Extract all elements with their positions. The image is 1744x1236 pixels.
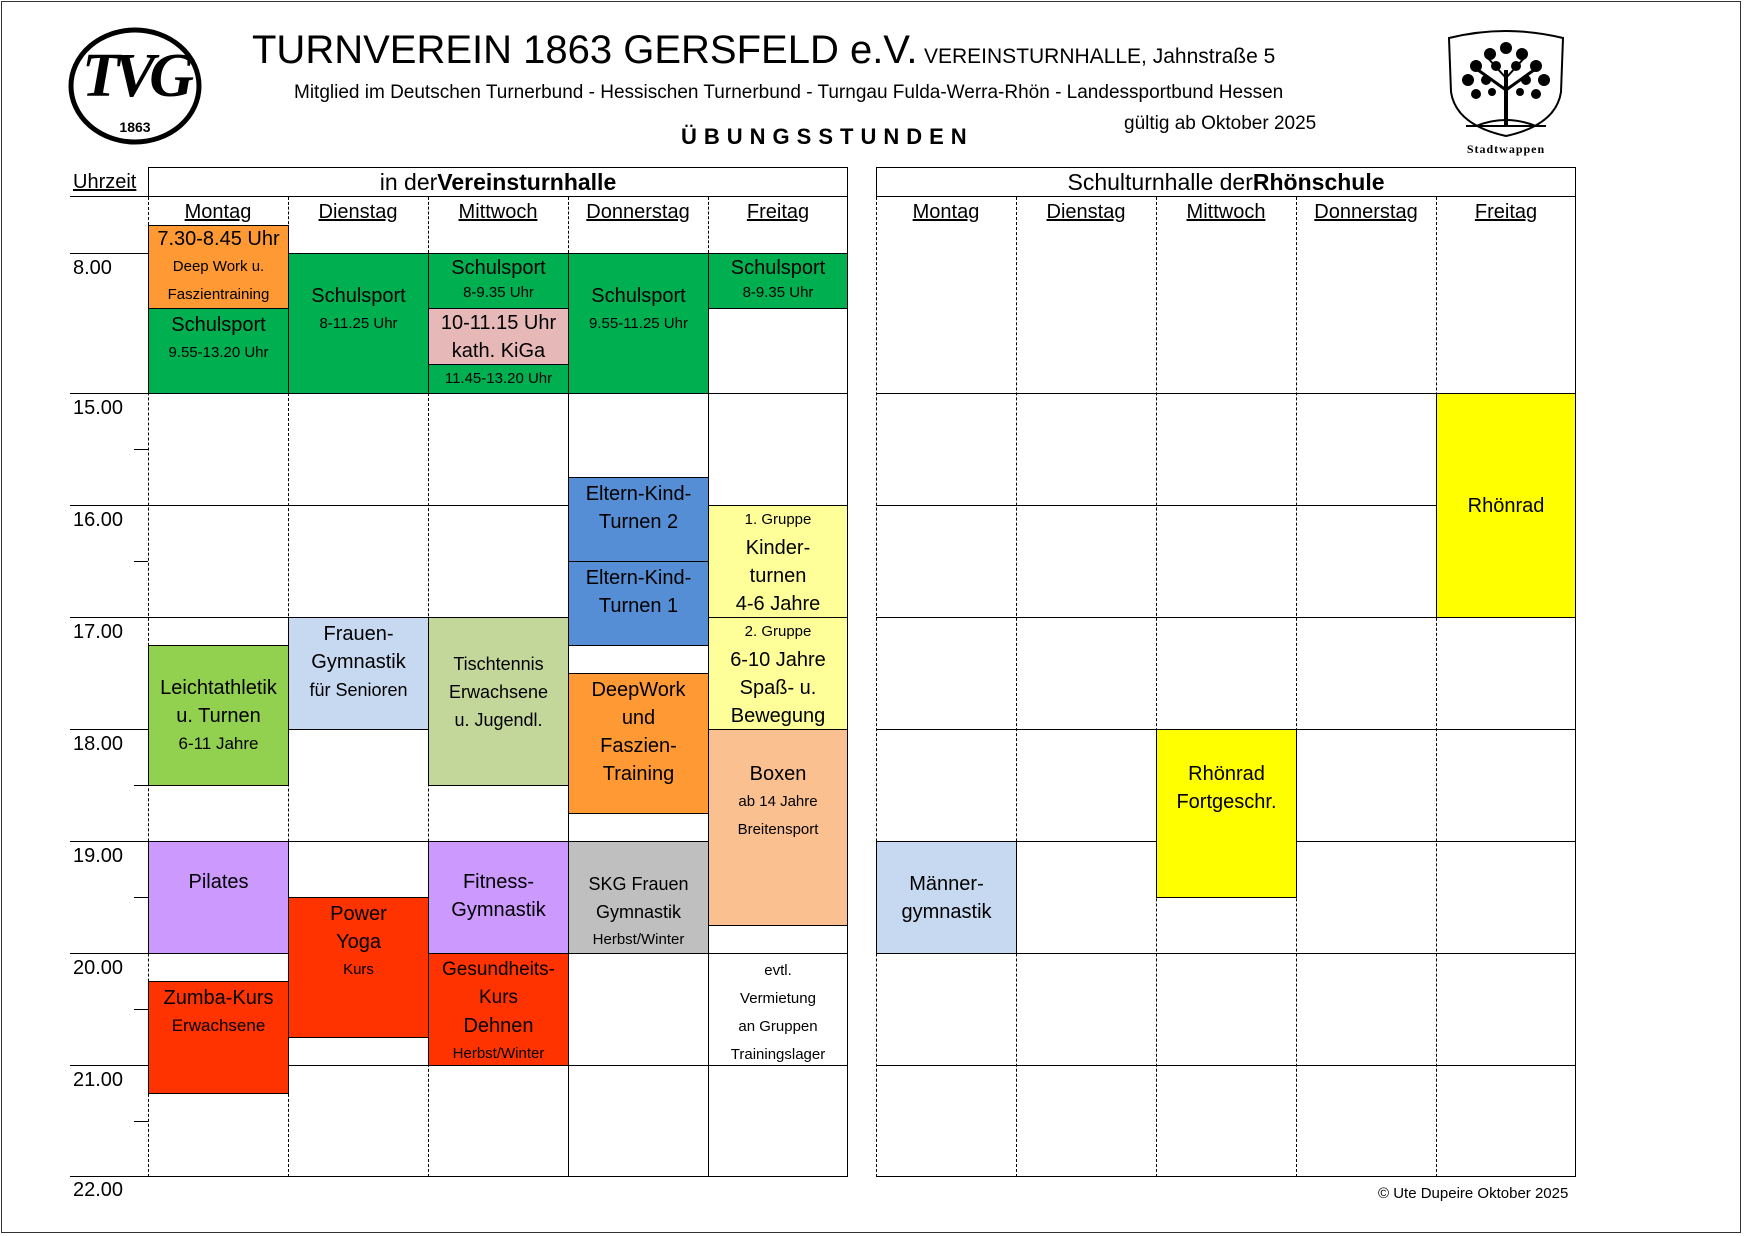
session-di-schulsport[interactable]: Schulsport 8-11.25 Uhr [288, 253, 429, 394]
day-header-freitag: Freitag [746, 200, 810, 223]
club-title: TURNVEREIN 1863 GERSFELD e.V. [252, 28, 918, 72]
time-label: 15.00 [73, 397, 124, 419]
crest-label: Stadtwappen [1466, 142, 1546, 156]
session-fr-boxen[interactable]: Boxen ab 14 Jahre Breitensport [708, 729, 848, 926]
day-header-mittwoch: Mittwoch [458, 200, 538, 223]
session-di-power-yoga[interactable]: Power Yoga Kurs [288, 897, 429, 1038]
time-column-label: Uhrzeit [73, 171, 137, 193]
time-label: 16.00 [73, 509, 124, 531]
logo-year: 1863 [119, 119, 151, 135]
time-label: 20.00 [73, 957, 124, 979]
session-mo-zumba[interactable]: Zumba-Kurs Erwachsene [148, 981, 289, 1094]
town-crest [1446, 30, 1566, 166]
valid-from: gültig ab Oktober 2025 [1124, 113, 1317, 134]
session-fr-kinderturnen-1[interactable]: 1. Gruppe Kinder- turnen 4-6 Jahre [708, 505, 848, 618]
copyright-note: © Ute Dupeire Oktober 2025 [1378, 1185, 1569, 1202]
session-mo-schulsport[interactable]: Schulsport 9.55-13.20 Uhr [148, 308, 289, 394]
day-header-donnerstag: Donnerstag [586, 200, 690, 223]
session-do-eltern-kind-1[interactable]: Eltern-Kind- Turnen 1 [568, 561, 709, 646]
session-do-eltern-kind-2[interactable]: Eltern-Kind- Turnen 2 [568, 477, 709, 562]
membership-line: Mitglied im Deutschen Turnerbund - Hessischen Turnerbund - Turngau Fulda-Werra-Rhön - Landessportbund Hessen [294, 82, 1284, 103]
session-mi-schulsport-1[interactable]: Schulsport 8-9.35 Uhr [428, 253, 569, 309]
session-mi-fitness[interactable]: Fitness- Gymnastik [428, 841, 569, 954]
session-fr-vermietung[interactable]: evtl. Vermietung an Gruppen Trainingslager [709, 955, 847, 1065]
rhoenschule-title: Schulturnhalle der Rhönschule [1067, 168, 1385, 195]
day-header-dienstag: Dienstag [318, 200, 398, 223]
vereinsturnhalle-title: in der Vereinsturnhalle [379, 168, 617, 195]
day-header-freitag: Freitag [1474, 200, 1538, 223]
session-rs-mo-maenner[interactable]: Männer- gymnastik [876, 841, 1017, 954]
day-header-donnerstag: Donnerstag [1314, 200, 1418, 223]
tvg-logo [68, 27, 202, 145]
session-mi-tischtennis[interactable]: Tischtennis Erwachsene u. Jugendl. [428, 617, 569, 786]
time-label: 22.00 [73, 1179, 124, 1201]
time-label: 8.00 [73, 257, 112, 279]
session-do-deepwork[interactable]: DeepWork und Faszien- Training [568, 673, 709, 814]
venue-address: VEREINSTURNHALLE, Jahnstraße 5 [924, 45, 1276, 68]
session-mi-gesundheit[interactable]: Gesundheits- Kurs Dehnen Herbst/Winter [428, 953, 569, 1066]
session-mi-schulsport-2[interactable]: 11.45-13.20 Uhr [428, 364, 569, 394]
time-label: 17.00 [73, 621, 124, 643]
day-header-montag: Montag [184, 200, 252, 223]
day-header-dienstag: Dienstag [1046, 200, 1126, 223]
time-label: 18.00 [73, 733, 124, 755]
session-mo-deep-work[interactable]: 7.30-8.45 Uhr Deep Work u. Faszientraining [148, 225, 289, 309]
session-mo-leichtathletik[interactable]: Leichtathletik u. Turnen 6-11 Jahre [148, 645, 289, 786]
time-label: 21.00 [73, 1069, 124, 1091]
session-mi-kiga[interactable]: 10-11.15 Uhr kath. KiGa [428, 308, 569, 365]
session-rs-mi-rhoenrad[interactable]: Rhönrad Fortgeschr. [1156, 729, 1297, 898]
schedule-heading: ÜBUNGSSTUNDEN [681, 124, 974, 149]
day-header-mittwoch: Mittwoch [1186, 200, 1266, 223]
session-di-frauengymnastik[interactable]: Frauen- Gymnastik für Senioren [288, 617, 429, 730]
day-header-montag: Montag [912, 200, 980, 223]
session-fr-kinderturnen-2[interactable]: 2. Gruppe 6-10 Jahre Spaß- u. Bewegung [708, 617, 848, 730]
session-mo-pilates[interactable]: Pilates [148, 841, 289, 954]
logo-letters: TVG [82, 42, 188, 110]
time-label: 19.00 [73, 845, 124, 867]
session-rs-fr-rhoenrad[interactable]: Rhönrad [1436, 393, 1576, 618]
session-do-skg[interactable]: SKG Frauen Gymnastik Herbst/Winter [568, 841, 709, 954]
session-fr-schulsport[interactable]: Schulsport 8-9.35 Uhr [708, 253, 848, 309]
crest-tree-icon [1446, 30, 1566, 140]
session-do-schulsport[interactable]: Schulsport 9.55-11.25 Uhr [568, 253, 709, 394]
